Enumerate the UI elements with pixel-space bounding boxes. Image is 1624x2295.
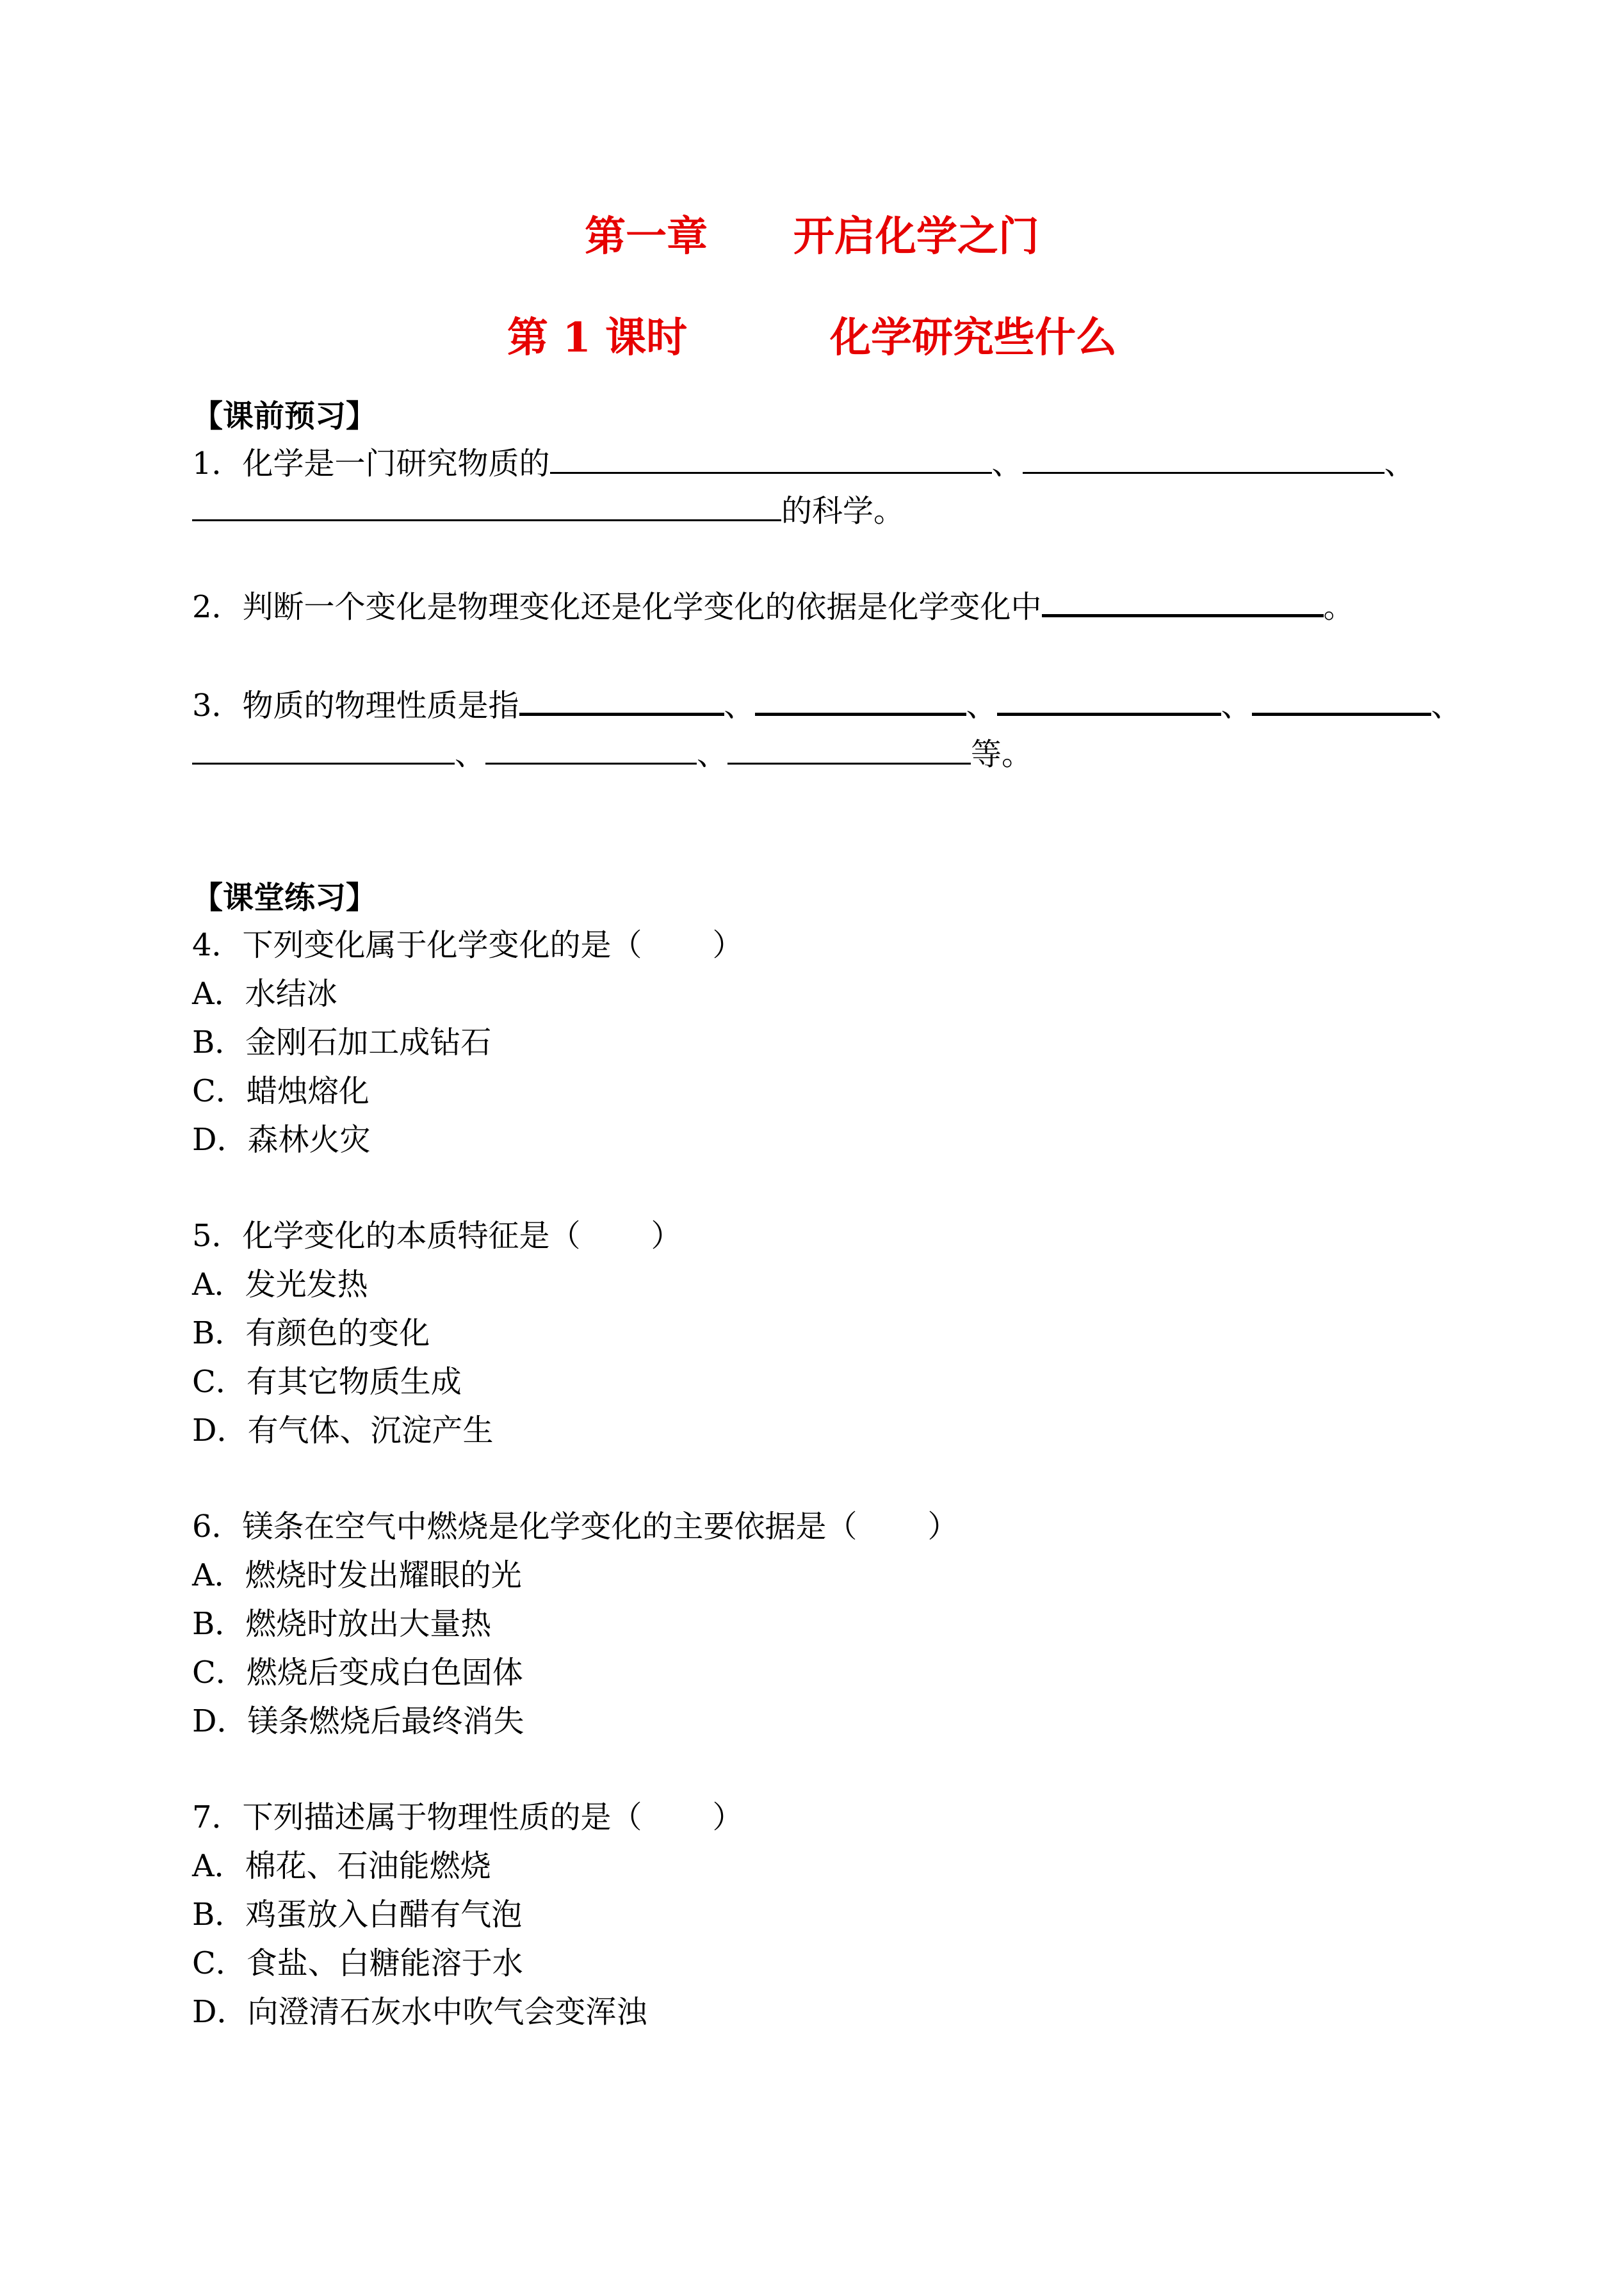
answer-blank[interactable]: [755, 687, 966, 716]
option-c: C．有其它物质生成: [192, 1364, 462, 1400]
lesson-title: 第 1 课时 化学研究些什么: [507, 314, 1117, 362]
option-d: D．镁条燃烧后最终消失: [192, 1703, 524, 1739]
close-paren: ）: [927, 1509, 959, 1545]
answer-blank[interactable]: [192, 494, 781, 521]
separator: 、: [1431, 688, 1462, 724]
option-a: A．发光发热: [192, 1267, 368, 1302]
option-d: D．森林火灾: [192, 1122, 371, 1158]
option-c: C．燃烧后变成白色固体: [192, 1655, 523, 1691]
answer-blank[interactable]: [1252, 687, 1431, 716]
separator: 、: [455, 736, 486, 772]
question-stem: [192, 1217, 682, 1255]
option-d: D．向澄清石灰水中吹气会变浑浊: [192, 1994, 647, 2030]
question-5-stem: 5．化学变化的本质特征是（: [192, 1218, 581, 1254]
option-a: A．燃烧时发出耀眼的光: [192, 1557, 522, 1593]
question-7-stem: 7．下列描述属于物理性质的是（: [192, 1799, 642, 1835]
question-stem: [192, 926, 743, 964]
question-1-line-2: [192, 492, 904, 530]
question-stem: [192, 1798, 743, 1837]
close-paren: ）: [712, 927, 743, 963]
separator: 、: [697, 736, 728, 772]
option-b: B．有颜色的变化: [192, 1315, 430, 1351]
question-3-prefix: 3．物质的物理性质是指: [192, 688, 519, 724]
question-3-line-2: [192, 735, 1032, 774]
option-a: A．水结冰: [192, 976, 337, 1012]
preview-heading: 【课前预习】: [192, 398, 377, 434]
question-1-suffix: 的科学。: [781, 493, 905, 529]
option-a: A．棉花、石油能燃烧: [192, 1848, 491, 1884]
question-2: [192, 588, 1354, 626]
close-paren: ）: [651, 1218, 682, 1254]
chapter-title: 第一章 开启化学之门: [585, 213, 1039, 261]
option-b: B．金刚石加工成钻石: [192, 1025, 492, 1060]
answer-blank[interactable]: [485, 737, 697, 765]
question-6-stem: 6．镁条在空气中燃烧是化学变化的主要依据是（: [192, 1509, 857, 1545]
option-c: C．蜡烛熔化: [192, 1073, 369, 1109]
question-stem: [192, 1507, 959, 1546]
question-4-stem: 4．下列变化属于化学变化的是（: [192, 927, 642, 963]
question-2-suffix: 。: [1323, 589, 1354, 625]
answer-blank[interactable]: [997, 687, 1221, 716]
question-1-line-1: [192, 444, 1415, 483]
option-d: D．有气体、沉淀产生: [192, 1413, 494, 1448]
option-b: B．鸡蛋放入白醋有气泡: [192, 1897, 523, 1933]
answer-blank[interactable]: [1023, 446, 1384, 474]
question-1-prefix: 1．化学是一门研究物质的: [192, 446, 550, 482]
answer-blank[interactable]: [550, 446, 992, 474]
separator: 、: [1221, 688, 1252, 724]
question-3-line-1: [192, 686, 1462, 725]
separator: 、: [991, 446, 1023, 482]
answer-blank[interactable]: [519, 687, 724, 716]
separator: 、: [724, 688, 755, 724]
answer-blank[interactable]: [192, 737, 455, 765]
answer-blank[interactable]: [1042, 588, 1324, 617]
question-2-prefix: 2．判断一个变化是物理变化还是化学变化的依据是化学变化中: [192, 589, 1042, 625]
option-b: B．燃烧时放出大量热: [192, 1606, 492, 1642]
option-c: C．食盐、白糖能溶于水: [192, 1945, 523, 1981]
practice-heading: 【课堂练习】: [192, 880, 377, 916]
close-paren: ）: [712, 1799, 743, 1835]
answer-blank[interactable]: [727, 737, 971, 765]
separator: 、: [1384, 446, 1415, 482]
separator: 、: [966, 688, 997, 724]
question-3-suffix: 等。: [971, 736, 1033, 772]
